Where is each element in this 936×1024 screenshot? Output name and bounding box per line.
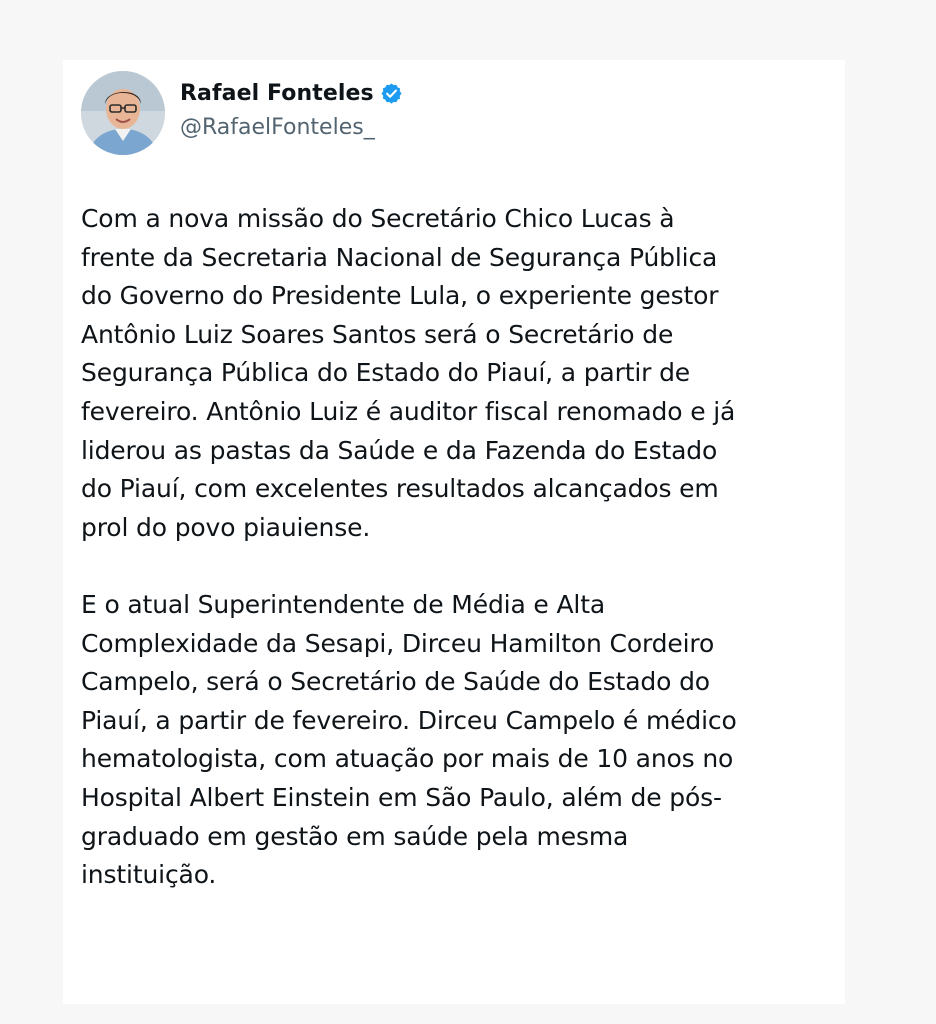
verified-badge-icon bbox=[380, 82, 403, 105]
tweet-text bbox=[81, 200, 841, 895]
tweet-paragraph: E o atual Superintendente de Média e Alta Complexidade da Sesapi, Dirceu Hamilton Cordeiro Campelo, será o Secretário de Saúde do Estado do Piauí, a partir de fevereiro. Dirceu Campelo é médico hematologista, com atuação por mais de 10 anos no Hospital Albert Einstein em São Paulo, além de pós- graduado em gestão em saúde pela mesma instituição. bbox=[81, 589, 737, 890]
display-name[interactable]: Rafael Fonteles bbox=[180, 81, 374, 106]
tweet-card bbox=[63, 60, 845, 1004]
user-handle[interactable]: @RafaelFonteles_ bbox=[180, 115, 375, 140]
avatar-photo bbox=[81, 71, 165, 155]
name-row[interactable] bbox=[180, 81, 403, 106]
tweet-paragraph: Com a nova missão do Secretário Chico Lucas à frente da Secretaria Nacional de Segurança Pública do Governo do Presidente Lula, o experiente gestor Antônio Luiz Soares Santos será o Secretário de Segurança Pública do Estado do Piauí, a partir de fevereiro. Antônio Luiz é auditor fiscal renomado e já liderou as pastas da Saúde e da Fazenda do Estado do Piauí, com excelentes resultados alcançados em prol do povo piauiense. bbox=[81, 204, 736, 542]
avatar[interactable] bbox=[81, 71, 165, 155]
